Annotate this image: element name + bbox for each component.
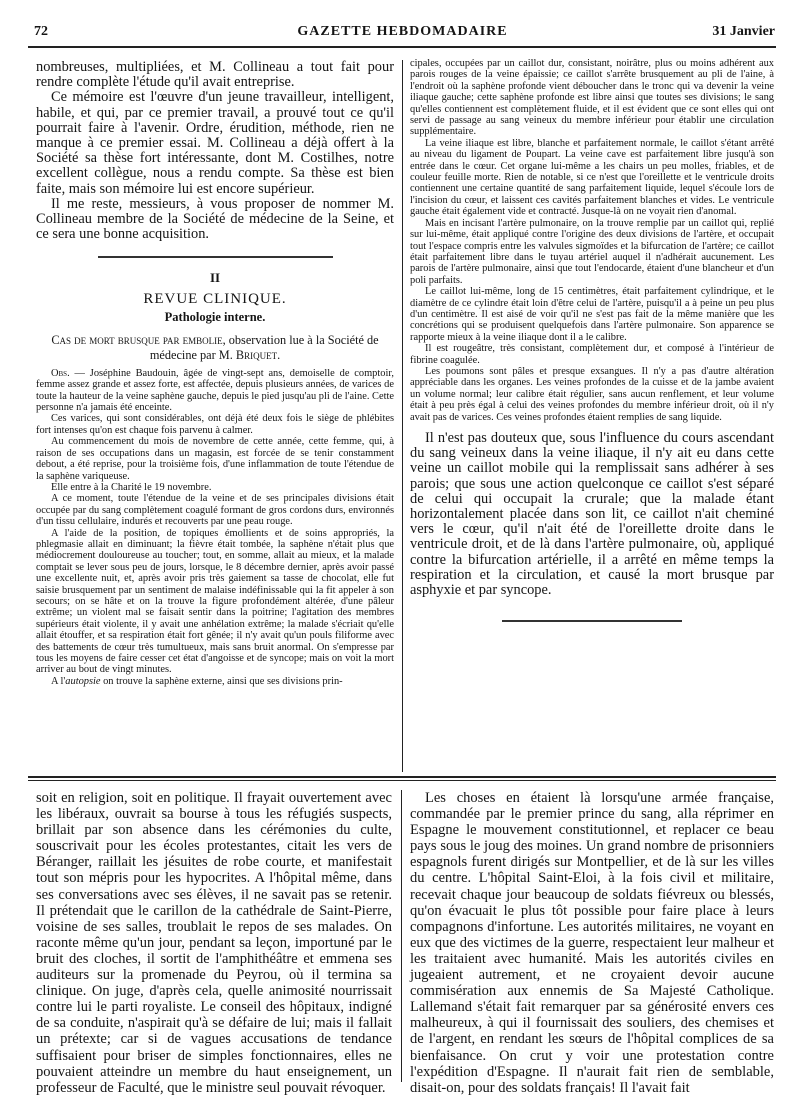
- case-title-rest: , observation lue à la Société de médecine par M.: [149, 333, 379, 362]
- obs-label: Obs.: [51, 367, 70, 379]
- paragraph: La veine iliaque est libre, blanche et parfaitement normale, le caillot s'étant arrêté au niveau du ligament de Poupart. La veine cave est parfaitement libre jusqu'à son entrée dans le cœur. Cet organe lui-même a les chairs un peu molles, friables, et de couleur feuille morte. Rien de notable, si ce n'est que l'oreillette et le ventricule droits contiennent une certaine quantité de sang parfaitement liquide, lequel s'écoule lors de l'incision du cœur, et laissent ces cavités parfaitement blanches et vides. Le ventricule gauche était également vide et contracté. Jusque-là on ne voyait rien d'anomal.: [410, 137, 774, 218]
- observation-paragraph: Au commencement du mois de novembre de cette année, cette femme, qui, à raison de ses occupations dans un magasin, est forcée de se tenir constamment debout, a été reprise, pour la troisième fois, d'une inflammation de toute l'étendue de la saphène variqueuse.: [36, 436, 394, 482]
- section-divider: [98, 256, 333, 258]
- issue-date: 31 Janvier: [712, 24, 775, 39]
- paragraph: Mais en incisant l'artère pulmonaire, on la trouve remplie par un caillot qui, replié sur lui-même, était appliqué contre l'origine des deux divisions de l'artère, et occupait tout l'espace compris entre les valvules sigmoïdes et la bifurcation de l'artère; ce caillot était parfaitement libre dans le tuyau artériel auquel il n'adhérait aucunement. Les parois de l'artère pulmonaire, ainsi que tout l'endocarde, étaient d'une blancheur et d'un poli parfaits.: [410, 217, 774, 286]
- paragraph: Les poumons sont pâles et presque exsangues. Il n'y a pas d'autre altération appréciable dans les organes. Les veines profondes de la cuisse et de la jambe avaient un volume normal; leur calibre était régulier, sans aucun renflement, et leur volume était à peu près égal à celui des veines profondes du membre inférieur droit, où il n'y avait pas de varices. Ces veines profondes étaient remplies de sang liquide.: [410, 365, 774, 423]
- journal-title: GAZETTE HEBDOMADAIRE: [297, 24, 508, 39]
- paragraph: Il me reste, messieurs, à vous proposer de nommer M. Collineau membre de la Société de médecine de la Seine, et ce sera une bonne acquisition.: [36, 195, 394, 243]
- left-column: [36, 60, 394, 772]
- end-divider: [502, 620, 682, 622]
- column-divider: [402, 60, 403, 772]
- paragraph: Ce mémoire est l'œuvre d'un jeune travailleur, intelligent, habile, et qui, par ce premier travail, a prouvé tout ce qu'il pourrait faire à l'avenir. Ordre, érudition, méthode, rien ne manque à ce premier essai. M. Collineau a déjà offert à la Société sa thèse fort intéressante, dont M. Costilhes, notre excellent collègue, nous a rendu compte. Sa thèse est bien faite, mais son mémoire lui est encore supérieur.: [36, 89, 394, 197]
- feuilleton-divider: [401, 790, 402, 1082]
- obs-emphasis: autopsie: [65, 675, 101, 687]
- obs-text: — Joséphine Baudouin, âgée de vingt-sept ans, demoiselle de comptoir, femme assez grande et assez forte, est affectée, depuis plusieurs années, de varices de toute la hauteur de la veine saphène gauche, depuis le pied jusqu'au pli de l'aine. Cette personne n'a jamais été enceinte.: [36, 367, 394, 414]
- observation-paragraph: [36, 676, 394, 687]
- right-column: [410, 58, 774, 772]
- header-rule: [28, 46, 776, 48]
- paragraph: Il est rougeâtre, très consistant, complètement dur, et composé à l'intérieur de fibrine coagulée.: [410, 343, 774, 366]
- paragraph: cipales, occupées par un caillot dur, consistant, noirâtre, plus ou moins adhérent aux parois rouges de la veine épaissie; ce caillot s'arrête brusquement au pli de l'aine, à l'endroit où la saphène profonde vient déboucher dans le tronc qui va devenir la veine iliaque gauche; cette saphène profonde est libre ainsi que toutes ses divisions; le sang qu'elles contiennent est complètement fluide, et il est évident que ce sont elles qui ont servi de passage au sang veineux du membre inférieur pour établir une circulation supplémentaire.: [410, 58, 774, 138]
- observation-paragraph: Ces varices, qui sont considérables, ont déjà été deux fois le siège de phlébites fort intenses qu'on est chaque fois parvenu à calmer.: [36, 413, 394, 436]
- paragraph: nombreuses, multipliées, et M. Collineau a tout fait pour rendre complète l'étude qu'il avait entreprise.: [36, 59, 394, 91]
- feuilleton-rule-thin: [28, 780, 776, 781]
- feuilleton-left: [36, 790, 392, 1096]
- case-title-caps: Cas de mort brusque par embolie: [51, 333, 223, 348]
- obs-text: A l': [51, 675, 66, 687]
- subsection-title: Pathologie interne.: [164, 310, 266, 325]
- observation-paragraph: [36, 368, 394, 414]
- feuilleton-rule: [28, 776, 776, 778]
- feuilleton-right: [410, 790, 774, 1096]
- observation-paragraph: A l'aide de la position, de topiques émollients et de soins appropriés, la phlegmasie allait en diminuant; la fièvre était tombée, la saphène n'était plus que médiocrement douloureuse au toucher; tout, en somme, allait au mieux, et la malade comptait se lever sous peu de jours, lorsque, le 8 décembre dernier, après avoir passé une excellente nuit, et, après avoir pris très gaiement sa tasse de chocolat, elle fut saisie brusquement par un sentiment de malaise indéfinissable qui la fit appeler à son secours; on se hâte et on la trouve la figure profondément altérée, d'une pâleur extrême; un violent mal se faisait sentir dans la poitrine; l'agitation des membres supérieurs était violente, il y avait une anhélation extrême; la malade s'écriait qu'elle allait étouffer, et sa respiration était fort gênée; il n'y avait qu'un pouls filiforme avec des battements de cœur très tumultueux, mais sans bruit anormal. On s'empresse par tous les moyens de faire cesser cet état d'angoisse et de syncope; mais on voit la mort arriver au bout de vingt minutes.: [36, 527, 394, 676]
- case-title: Cas de mort brusque par embolie, observation lue à la Société de médecine par M. Briquet.: [51, 333, 379, 362]
- paragraph: Il n'est pas douteux que, sous l'influence du cours ascendant du sang veineux dans la veine iliaque, il n'y ait eu dans cette veine un caillot mobile qui la remplissait sans adhérer à ses parois; que sous une action quelconque ce caillot s'est séparé de celui qui occupait la crurale; que la malade étant horizontalement placée dans son lit, ce caillot n'ait cheminé vers le cœur, qu'il n'ait été de l'oreillette droite dans le ventricule droit, et de là dans l'artère pulmonaire, où, appliqué contre la bifurcation artérielle, il a arrêté en même temps la respiration et la circulation, et causé la mort brusque par asphyxie et par syncope.: [410, 430, 774, 599]
- paragraph: soit en religion, soit en politique. Il frayait ouvertement avec les libéraux, ouvrait sa bourse à tous les réfugiés suspects, brillait par son absence dans les cérémonies du culte, souscrivait pour les écoles protestantes, citait les vers de Béranger, raillait les jésuites de robe courte, et manifestait tout son mépris pour les hypocrites. A l'hôpital même, dans ses conversations avec ses élèves, il ne savait pas se retenir. Il prétendait que le carillon de la cathédrale de Saint-Pierre, voisine de ses salles, troublait le repos de ses malades. On raconte même qu'un jour, pendant sa leçon, importuné par le bruit des cloches, il sortit de l'amphithéâtre et emmena ses auditeurs sur la promenade du Peyrou, où il termina sa clinique. On juge, d'après cela, quelle animosité nourrissait contre lui le parti royaliste. Le conseil des hôpitaux, indigné de sa conduite, n'aspirait qu'à se défaire de lui; mais il fallait un prétexte; car si de vagues accusations de tendance suffisaient pour briser de simples fonctionnaires, elles ne pouvaient atteindre un membre du haut enseignement, un professeur de Faculté, que le ministre seul pouvait révoquer.: [36, 790, 392, 1096]
- section-number: II: [209, 270, 221, 286]
- obs-text: on trouve la saphène externe, ainsi que ses divisions prin-: [100, 675, 343, 687]
- page-header: [30, 24, 775, 44]
- case-author: Briquet: [235, 347, 278, 362]
- paragraph: Le caillot lui-même, long de 15 centimètres, était parfaitement cylindrique, et le diamètre de ce cylindre était loin d'être celui de l'artère, puisqu'il a à peine un peu plus d'un centimètre. Il est aisé de voir qu'il ne s'est pas fait de la même manière que les concrétions qui se produisent quelquefois dans l'artère pulmonaire. Son apparence se rapporte mieux à la veine iliaque dont il a le calibre.: [410, 286, 774, 343]
- observation-paragraph: A ce moment, toute l'étendue de la veine et de ses principales divisions était occupée par du sang complètement coagulé formant de gros cordons durs, environnés d'un tissu cellulaire, indurés et recouverts par une peau rouge.: [36, 493, 394, 528]
- page-number: 72: [34, 24, 48, 39]
- observation-paragraph: Elle entre à la Charité le 19 novembre.: [51, 481, 212, 493]
- paragraph: Les choses en étaient là lorsqu'une armée française, commandée par le premier prince du sang, alla réprimer en Espagne le mouvement constitutionnel, et replacer ce beau pays sous le joug des moines. Un grand nombre de prisonniers espagnols furent dirigés sur Montpellier, et de là sur les villes du centre. L'hôpital Saint-Eloi, à la fois civil et militaire, recevait chaque jour beaucoup de soldats fiévreux ou blessés, qu'on évacuait le plus tôt possible pour faire place à leurs compagnons d'infortune. Les autorités militaires, ne voyant en eux que des victimes de la guerre, respectaient leur malheur et les traitaient avec humanité. Mais les autorités civiles en jugeaient autrement, et ne croyaient devoir aucune commisération aux ennemis de Sa Majesté Catholique. Lallemand s'était fait remarquer par sa générosité envers ces malheureux, à qui il fournissait des souliers, des chemises et de l'argent, en rendant les sœurs de l'hôpital complices de sa bienfaisance. On crut y voir une protestation contre l'expédition d'Espagne. Il n'aurait fait rien de semblable, disait-on, pour des soldats français! Il l'avait fait: [410, 790, 774, 1096]
- section-title: REVUE CLINIQUE.: [143, 291, 287, 308]
